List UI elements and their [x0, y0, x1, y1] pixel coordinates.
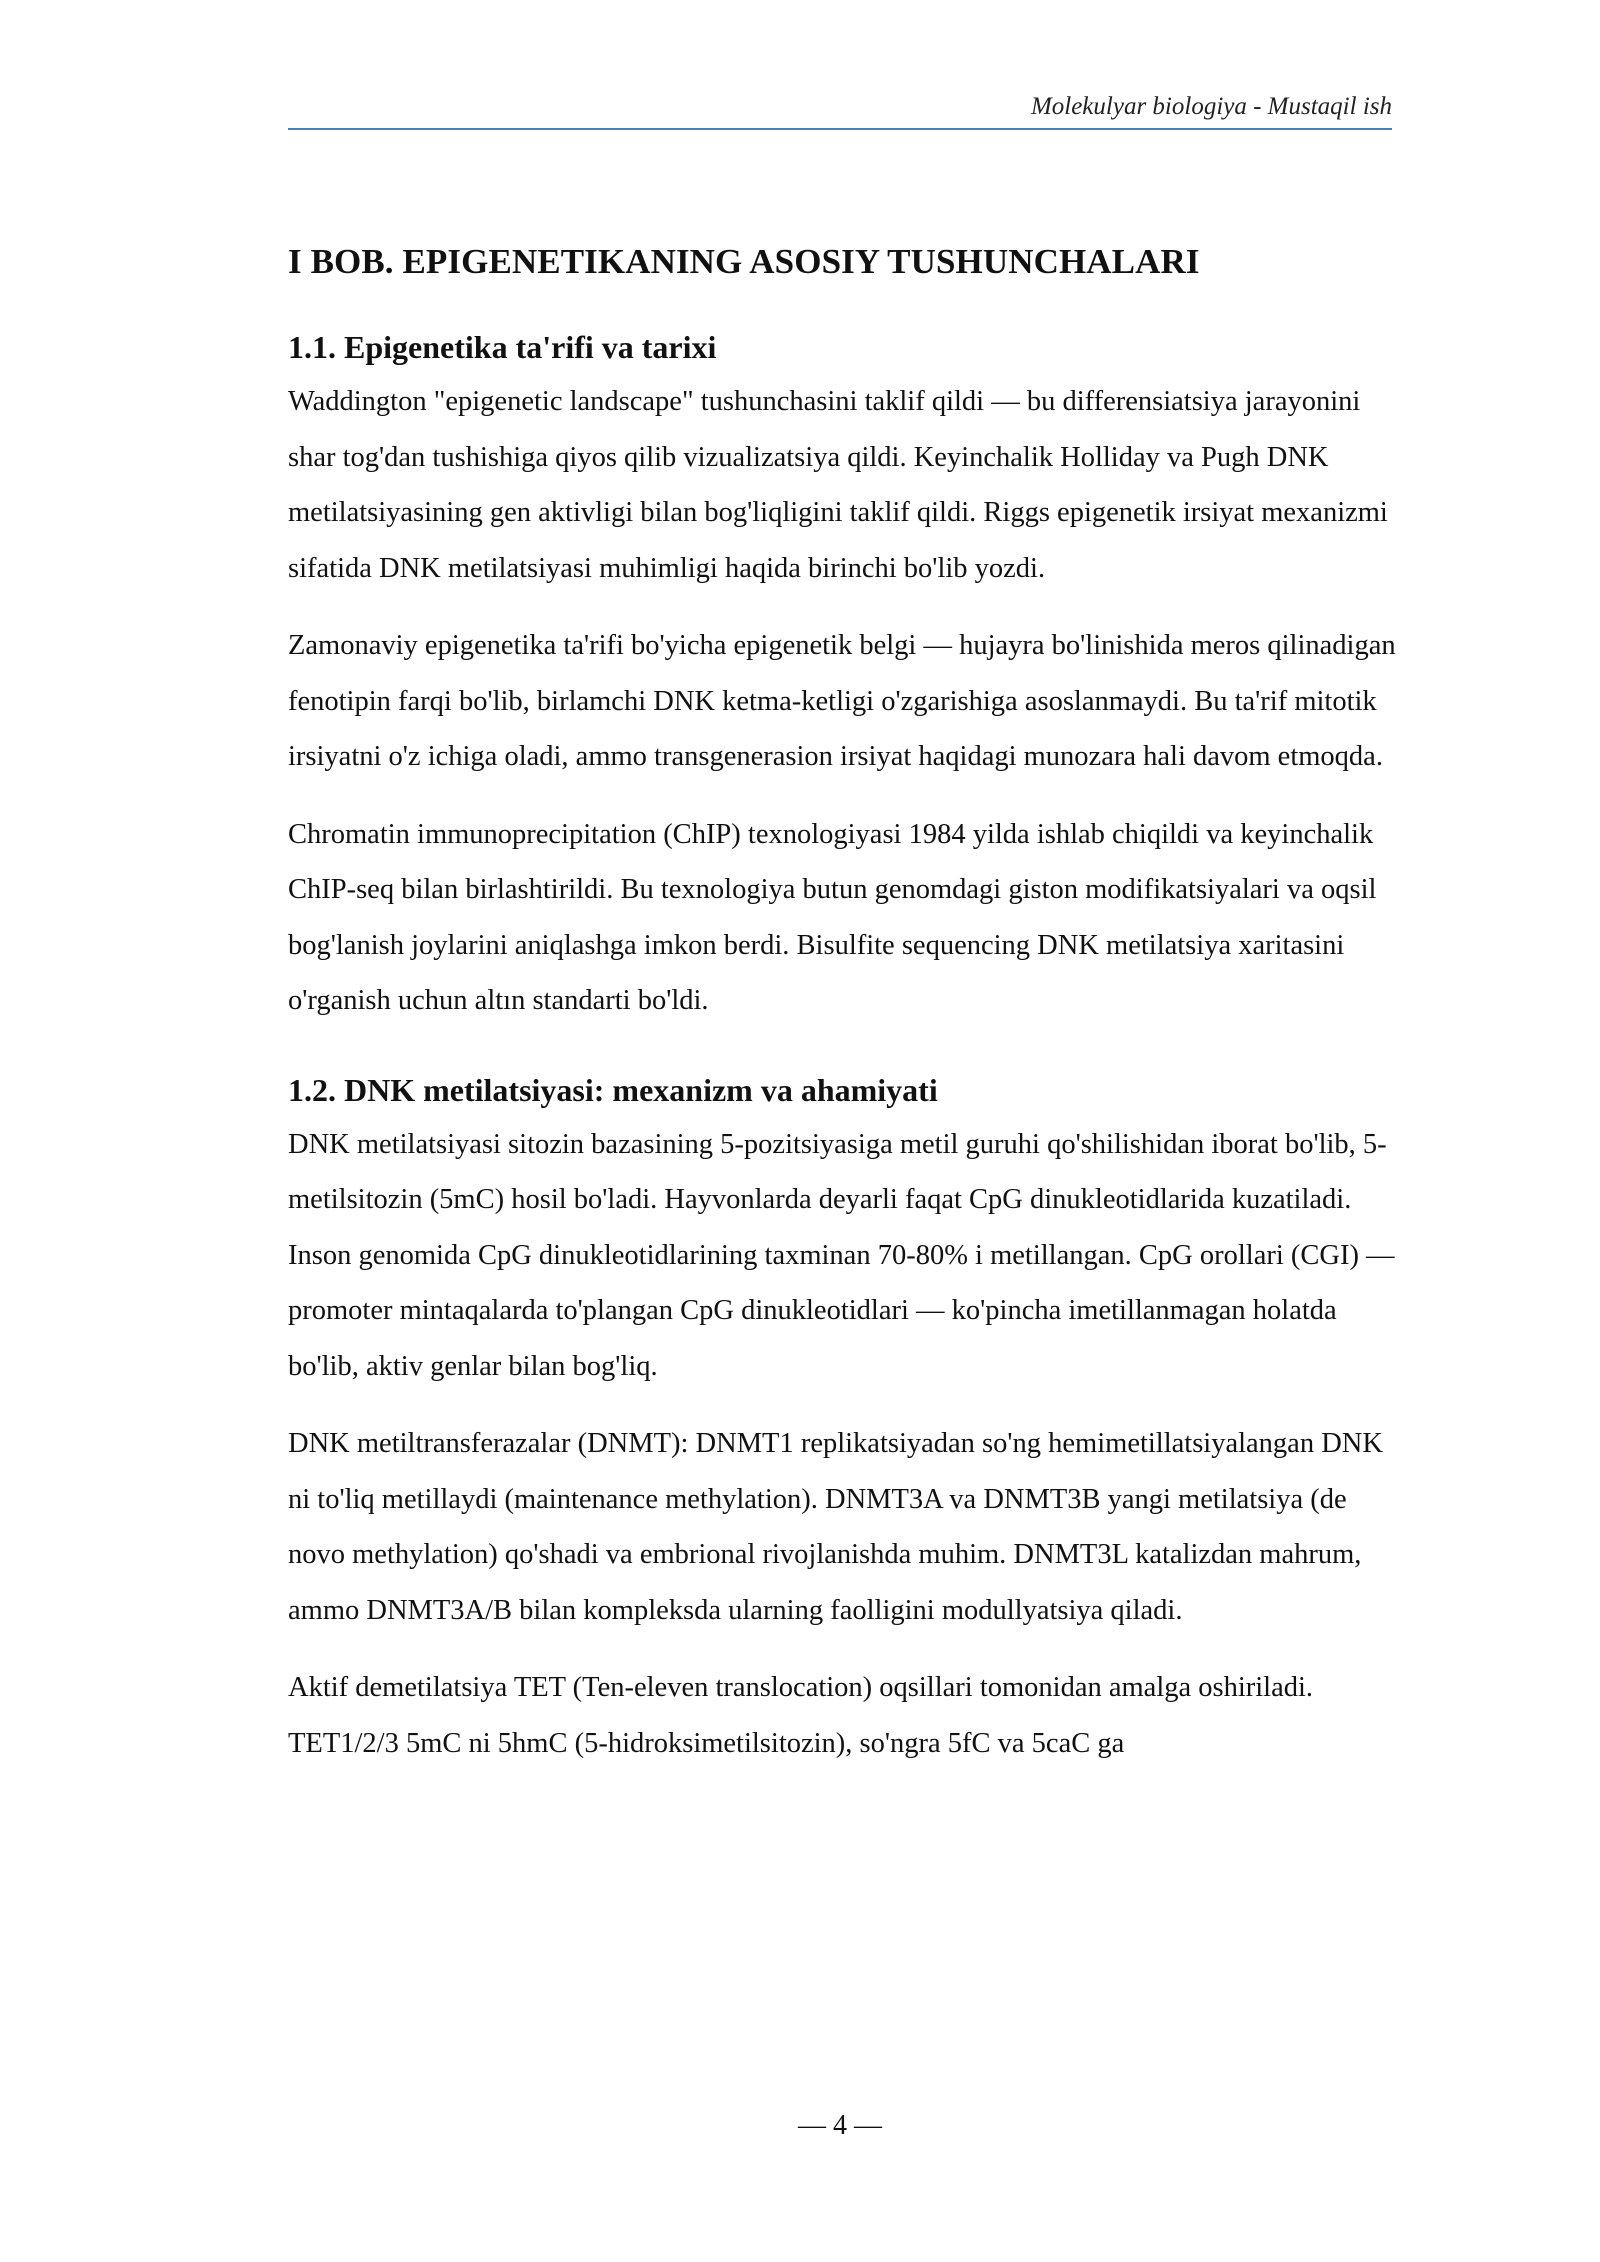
- header-divider: [288, 128, 1392, 130]
- paragraph: Aktif demetilatsiya TET (Ten-eleven translocation) oqsillari tomonidan amalga oshiriladi. TET1/2/3 5mC ni 5hmC (5-hidroksimetilsitozin), so'ngra 5fC va 5caC ga: [288, 1672, 1314, 1759]
- paragraph: Zamonaviy epigenetika ta'rifi bo'yicha epigenetik belgi — hujayra bo'linishida meros qilinadigan fenotipin farqi bo'lib, birlamchi DNK ketma-ketligi o'zgarishiga asoslanmaydi. Bu ta'rif mitotik irsiyatni o'z ichiga oladi, ammo transgenerasion irsiyat haqidagi munozara hali davom etmoqda.: [288, 630, 1396, 772]
- section-title: 1.1. Epigenetika ta'rifi va tarixi: [288, 329, 717, 365]
- paragraph: Waddington "epigenetic landscape" tushunchasini taklif qildi — bu differensiatsiya jarayonini shar tog'dan tushishiga qiyos qilib vizualizatsiya qildi. Keyinchalik Holliday va Pugh DNK metilatsiyasining gen aktivligi bilan bog'liqligini taklif qildi. Riggs epigenetik irsiyat mexanizmi sifatida DNK metilatsiyasi muhimligi haqida birinchi bo'lib yozdi.: [288, 386, 1388, 584]
- paragraph: DNK metiltransferazalar (DNMT): DNMT1 replikatsiyadan so'ng hemimetillatsiyalangan DNK ni to'liq metillaydi (maintenance methylation). DNMT3A va DNMT3B yangi metilatsiya (de novo methylation) qo'shadi va embrional rivojlanishda muhim. DNMT3L katalizdan mahrum, ammo DNMT3A/B bilan kompleksda ularning faolligini modullyatsiya qiladi.: [288, 1428, 1383, 1626]
- page-body: [288, 236, 1400, 1793]
- page-number: — 4 —: [798, 2110, 882, 2141]
- running-header: Molekulyar biologiya - Mustaqil ish: [1030, 93, 1392, 120]
- paragraph: Chromatin immunoprecipitation (ChIP) texnologiyasi 1984 yilda ishlab chiqildi va keyinchalik ChIP-seq bilan birlashtirildi. Bu texnologiya butun genomdagi giston modifikatsiyalari va oqsil bog'lanish joylarini aniqlashga imkon berdi. Bisulfite sequencing DNK metilatsiya xaritasini o'rganish uchun altın standarti bo'ldi.: [288, 818, 1377, 1016]
- section-title: 1.2. DNK metilatsiyasi: mexanizm va ahamiyati: [288, 1071, 938, 1108]
- chapter-title: I BOB. EPIGENETIKANING ASOSIY TUSHUNCHALARI: [288, 242, 1200, 281]
- paragraph: DNK metilatsiyasi sitozin bazasining 5-pozitsiyasiga metil guruhi qo'shilishidan iborat bo'lib, 5-metilsitozin (5mC) hosil bo'ladi. Hayvonlarda deyarli faqat CpG dinukleotidlarida kuzatiladi. Inson genomida CpG dinukleotidlarining taxminan 70-80% i metillangan. CpG orollari (CGI) — promoter mintaqalarda to'plangan CpG dinukleotidlari — ko'pincha imetillanmagan holatda bo'lib, aktiv genlar bilan bog'liq.: [288, 1128, 1395, 1382]
